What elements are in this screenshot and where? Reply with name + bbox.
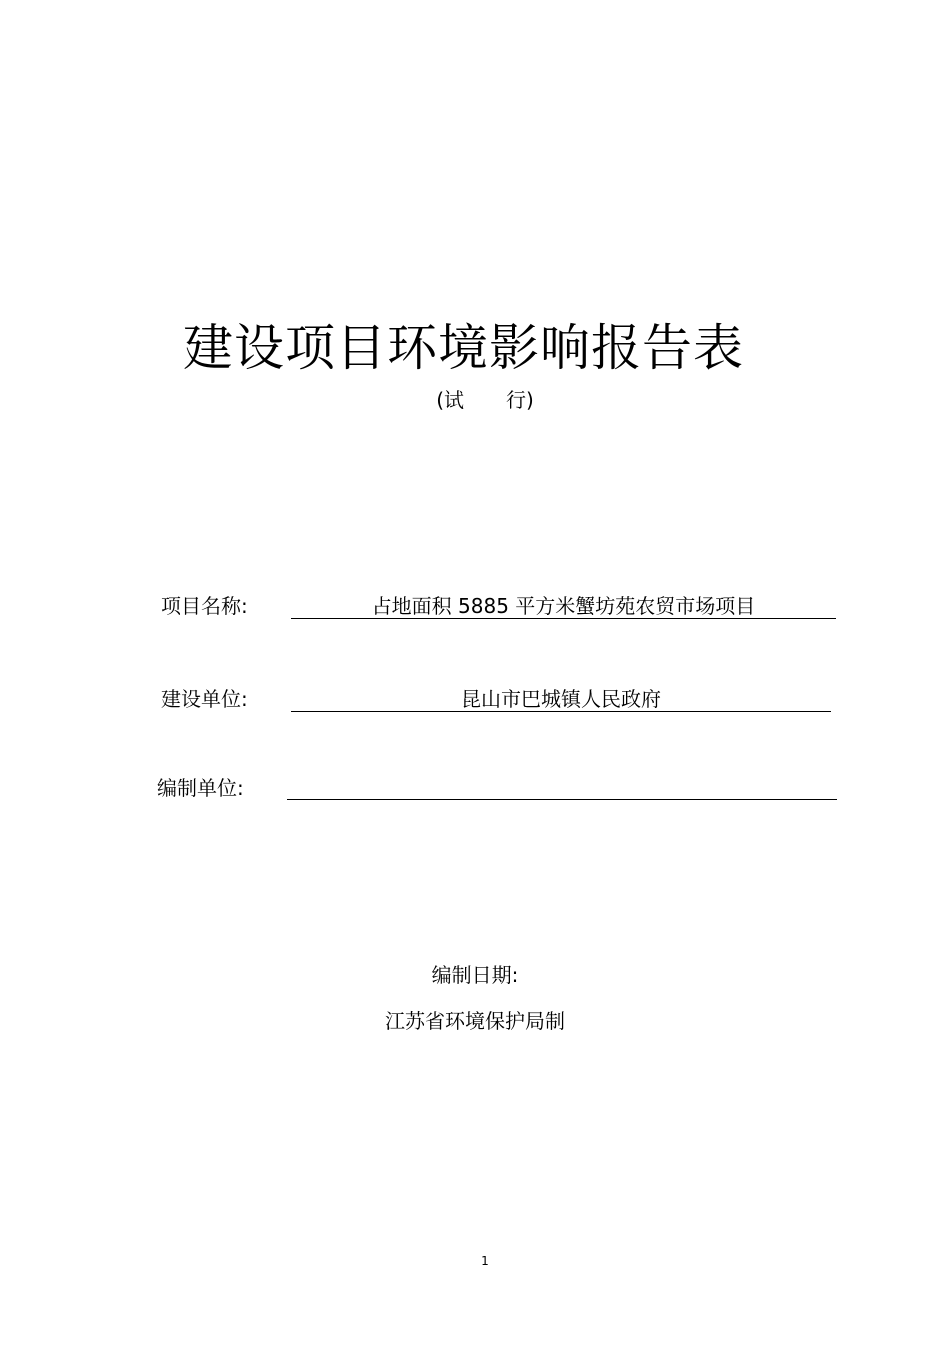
subtitle-right: 行)	[506, 388, 534, 412]
page-number: 1	[481, 1254, 489, 1268]
report-subtitle	[0, 385, 950, 415]
project-name-label: 项目名称:	[161, 594, 248, 618]
compiling-unit-label: 编制单位:	[157, 776, 244, 800]
construction-unit-value: 昆山市巴城镇人民政府	[461, 687, 661, 711]
report-title: 建设项目环境影响报告表	[183, 319, 744, 377]
issuer-text: 江苏省环境保护局制	[385, 1009, 565, 1033]
project-name-underline	[291, 618, 836, 619]
project-name-value: 占地面积 5885 平方米蟹坊苑农贸市场项目	[371, 594, 756, 618]
compile-date-label: 编制日期:	[431, 963, 519, 987]
subtitle-left: (试	[436, 388, 464, 412]
construction-unit-underline	[291, 711, 831, 712]
construction-unit-label: 建设单位:	[161, 687, 248, 711]
compiling-unit-underline	[287, 799, 837, 800]
